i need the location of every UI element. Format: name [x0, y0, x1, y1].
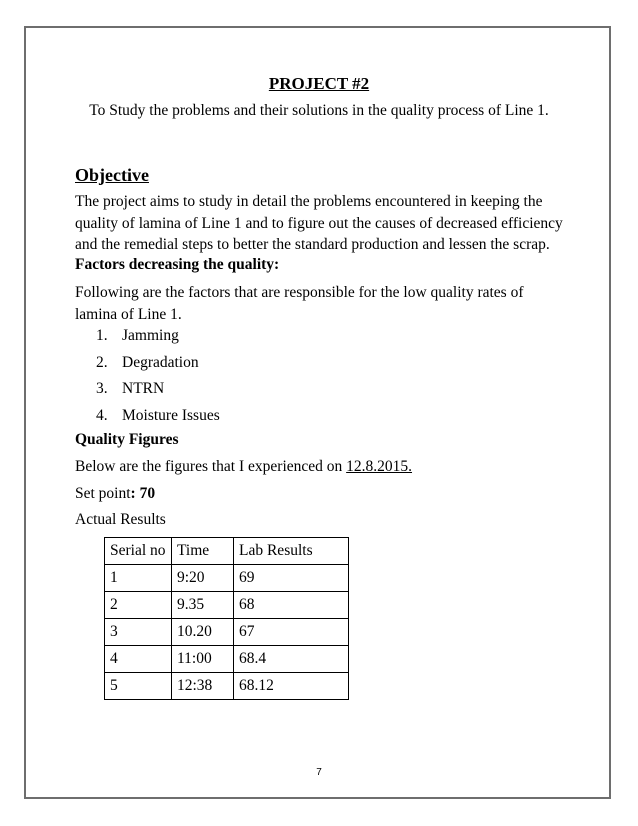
- table-cell: 12:38: [172, 673, 234, 700]
- table-header-row: [105, 538, 349, 565]
- objective-heading: Objective: [75, 165, 149, 185]
- table-cell: 68.12: [234, 673, 349, 700]
- table-header-cell: Serial no: [105, 538, 172, 565]
- table-cell: 10.20: [172, 619, 234, 646]
- quality-intro: Below are the figures that I experienced on 12.8.2015.: [75, 458, 413, 475]
- table-cell: 3: [105, 619, 172, 646]
- page-title: PROJECT #2: [268, 74, 370, 93]
- table-cell: 9.35: [172, 592, 234, 619]
- quality-date: 12.8.2015.: [346, 458, 413, 475]
- table-row: [105, 673, 349, 700]
- objective-paragraph: The project aims to study in detail the problems encountered in keeping the quality of lamina of Line 1 and to figure out the causes of decreased efficiency and the remedial steps to better the standard production and lessen the scrap.: [75, 193, 563, 253]
- table-cell: 69: [234, 565, 349, 592]
- table-cell: 5: [105, 673, 172, 700]
- table-row: [105, 565, 349, 592]
- list-item: 3. NTRN: [96, 380, 165, 397]
- table-cell: 68: [234, 592, 349, 619]
- factors-paragraph: Following are the factors that are responsible for the low quality rates of lamina of Line 1.: [75, 284, 524, 323]
- page-subtitle: To Study the problems and their solutions in the quality process of Line 1.: [89, 102, 549, 119]
- table-header-cell: Time: [172, 538, 234, 565]
- list-item: 1. Jamming: [96, 327, 179, 344]
- table-header-cell: Lab Results: [234, 538, 349, 565]
- list-item: 2. Degradation: [96, 353, 199, 371]
- actual-results-label: Actual Results: [75, 511, 166, 528]
- table-cell: 67: [234, 619, 349, 646]
- table-row: [105, 619, 349, 646]
- table-cell: 4: [105, 646, 172, 673]
- set-point: Set point: 70: [75, 485, 156, 502]
- table-cell: 11:00: [172, 646, 234, 673]
- list-item: 4. Moisture Issues: [96, 406, 220, 424]
- table-cell: 68.4: [234, 646, 349, 673]
- table-row: [105, 646, 349, 673]
- quality-heading: Quality Figures: [75, 431, 179, 448]
- table-cell: 9:20: [172, 565, 234, 592]
- table-row: [105, 592, 349, 619]
- factors-heading: Factors decreasing the quality:: [75, 256, 280, 273]
- factors-list: [96, 323, 220, 429]
- table-cell: 2: [105, 592, 172, 619]
- table-cell: 1: [105, 565, 172, 592]
- results-table: [104, 537, 349, 700]
- page-number: 7: [316, 767, 322, 778]
